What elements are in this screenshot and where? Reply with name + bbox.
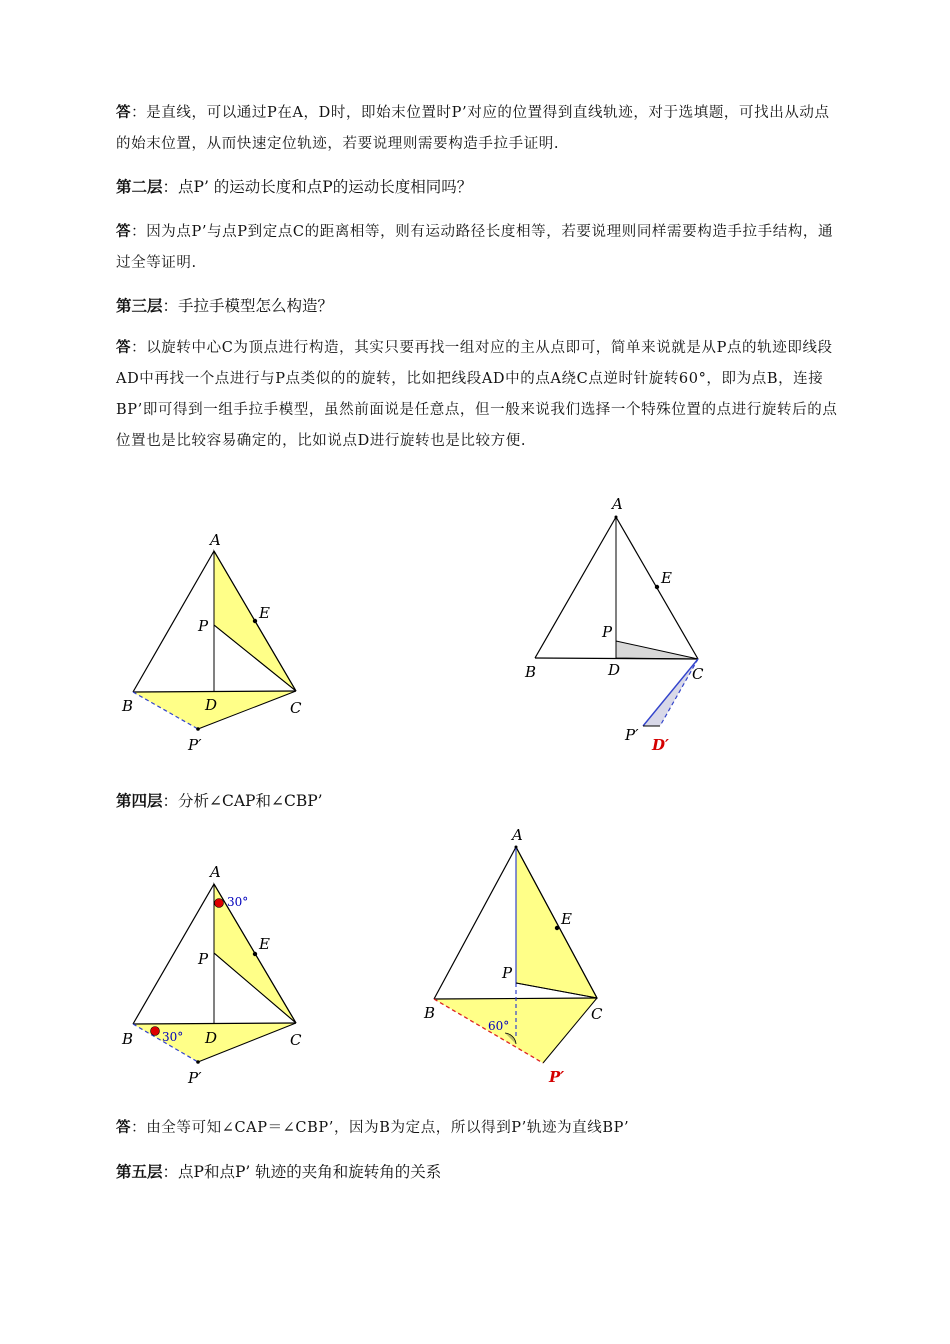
label-P-prime: P′ bbox=[188, 736, 202, 754]
label-P-prime: P′ bbox=[625, 726, 639, 744]
figure-2 bbox=[510, 490, 750, 770]
answer-text: ：以旋转中心C为顶点进行构造，其实只要再找一组对应的主从点即可，简单来说就是从P点的轨迹即线段AD中再找一个点进行与P点类似的的旋转，比如把线段AD中的点A绕C点逆时针旋转60°，即为点B，连接BP’即可得到一组手拉手模型，虽然前面说是任意点，但一般来说我们选择一个特殊位置的点进行旋转后的点位置也是比较容易确定的，比如说点D进行旋转也是比较方便. bbox=[116, 340, 838, 449]
label-B: B bbox=[122, 1030, 134, 1048]
label-E: E bbox=[259, 935, 270, 953]
label-D-prime: D′ bbox=[652, 736, 669, 754]
label-B: B bbox=[122, 697, 134, 715]
label-P-prime: P′ bbox=[188, 1069, 202, 1087]
answer-label: 答 bbox=[116, 223, 132, 240]
layer-3-heading bbox=[116, 290, 842, 322]
label-A: A bbox=[210, 531, 221, 549]
figure-3 bbox=[100, 850, 340, 1090]
label-A: A bbox=[612, 495, 623, 513]
answer-text: ：由全等可知∠CAP＝∠CBP’，因为B为定点，所以得到P’轨迹为直线BP’ bbox=[131, 1120, 630, 1136]
layer-text: ：点P和点P’ 轨迹的夹角和旋转角的关系 bbox=[162, 1163, 442, 1181]
layer-label: 第五层 bbox=[116, 1162, 163, 1181]
answer-text: ：因为点P’与点P到定点C的距离相等，则有运动路径长度相等，若要说理则同样需要构造手拉手结构，通过全等证明. bbox=[116, 224, 834, 271]
answer-3 bbox=[116, 332, 842, 457]
label-B: B bbox=[525, 663, 537, 681]
layer-label: 第四层 bbox=[116, 791, 163, 810]
answer-2 bbox=[116, 216, 842, 279]
label-A: A bbox=[512, 826, 523, 844]
angle-marker-B bbox=[151, 1027, 160, 1036]
figure-4 bbox=[410, 826, 650, 1090]
label-D: D bbox=[608, 661, 621, 679]
layer-text: ：手拉手模型怎么构造？ bbox=[162, 297, 334, 315]
label-C: C bbox=[591, 1005, 603, 1023]
angle-label-b: 30° bbox=[162, 1030, 184, 1044]
label-P: P bbox=[602, 623, 613, 641]
layer-2-heading bbox=[116, 171, 842, 203]
answer-text: ：是直线，可以通过P在A，D时，即始末位置时P’对应的位置得到直线轨迹，对于选填题，可找出从动点的始末位置，从而快速定位轨迹，若要说理则需要构造手拉手证明. bbox=[116, 105, 830, 152]
angle-marker-A bbox=[215, 899, 224, 908]
label-C: C bbox=[692, 665, 704, 683]
label-C: C bbox=[290, 699, 302, 717]
label-D: D bbox=[205, 696, 218, 714]
layer-label: 第三层 bbox=[116, 296, 163, 315]
label-P: P bbox=[502, 964, 513, 982]
label-A: A bbox=[210, 863, 221, 881]
label-P-prime: P′ bbox=[549, 1068, 565, 1086]
answer-label: 答 bbox=[116, 1119, 132, 1136]
answer-1 bbox=[116, 97, 842, 160]
figure-1 bbox=[100, 520, 340, 760]
label-D: D bbox=[205, 1029, 218, 1047]
answer-label: 答 bbox=[116, 339, 132, 356]
angle-label: 60° bbox=[488, 1019, 510, 1033]
label-P: P bbox=[198, 617, 209, 635]
label-C: C bbox=[290, 1031, 302, 1049]
label-E: E bbox=[259, 604, 270, 622]
label-P: P bbox=[198, 950, 209, 968]
answer-4 bbox=[116, 1112, 842, 1144]
layer-4-heading bbox=[116, 785, 842, 817]
answer-label: 答 bbox=[116, 104, 132, 121]
layer-text: ：点P’ 的运动长度和点P的运动长度相同吗？ bbox=[162, 178, 473, 196]
layer-5-heading bbox=[116, 1156, 842, 1188]
gray-triangle bbox=[616, 641, 698, 659]
label-E: E bbox=[661, 569, 672, 587]
angle-label-a: 30° bbox=[227, 895, 249, 909]
layer-text: ：分析∠CAP和∠CBP’ bbox=[162, 792, 323, 810]
label-B: B bbox=[424, 1004, 436, 1022]
label-E: E bbox=[561, 910, 572, 928]
layer-label: 第二层 bbox=[116, 177, 163, 196]
